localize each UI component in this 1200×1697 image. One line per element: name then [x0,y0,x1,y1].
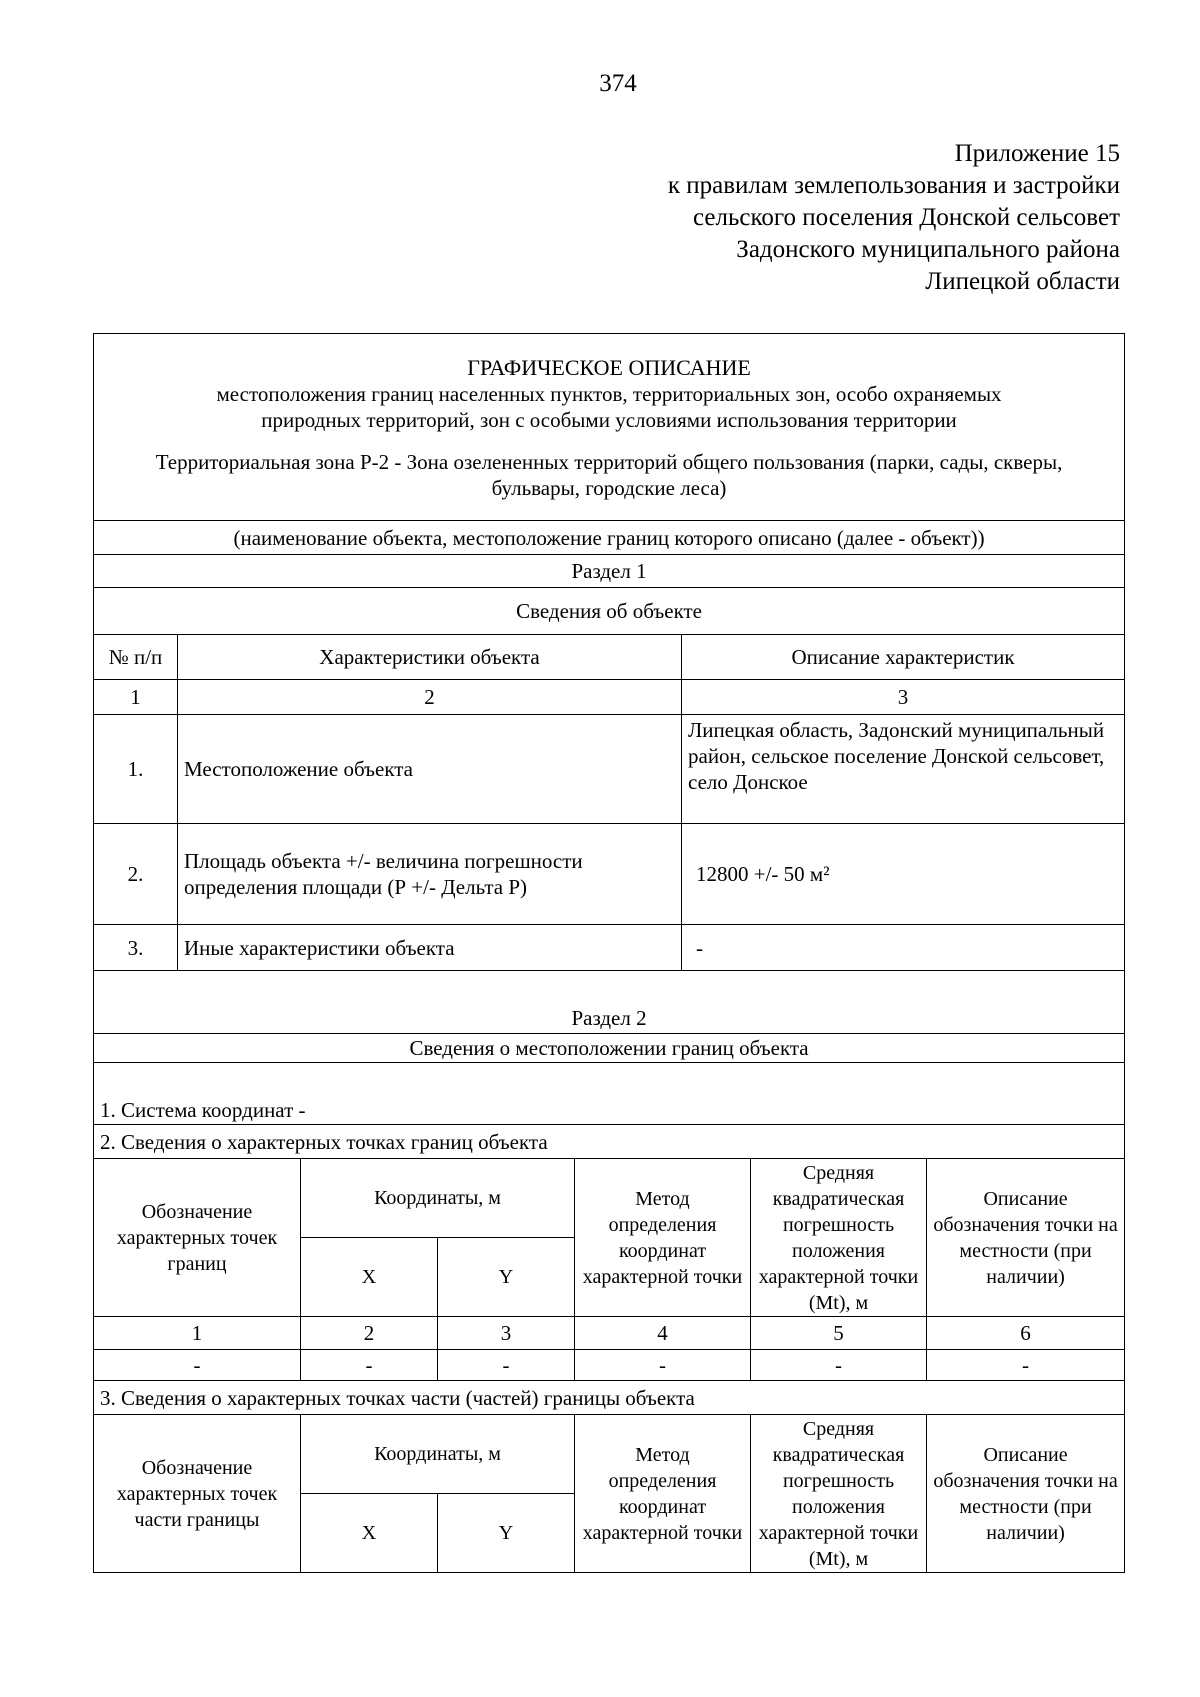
row-number: 2. [94,824,178,925]
table-row [94,1350,1125,1381]
table-cell: - [927,1350,1125,1381]
table-row [94,824,1125,925]
row-characteristic: Местоположение объекта [178,715,682,824]
col-number: 3 [438,1317,575,1350]
points-y-header: Y [438,1238,575,1317]
col-number: 1 [94,680,178,715]
parts-method-header: Метод определения координат характерной точки [575,1415,751,1573]
header-row [94,334,1125,521]
points-x-header: X [301,1238,438,1317]
section1-subtitle: Сведения об объекте [94,588,1125,635]
doc-subtitle: местоположения границ населенных пунктов, территориальных зон, особо охраняемых природных территорий, зон с особыми условиями использования территории [216,382,1002,432]
row-value: 12800 +/- 50 м² [682,824,1125,925]
points-error-header: Средняя квадратическая погрешность положения характерной точки (Mt), м [751,1159,927,1317]
appendix-line: к правилам землепользования и застройки [667,172,1120,199]
appendix-line: сельского поселения Донской сельсовет [693,204,1120,231]
appendix-line: Приложение 15 [954,140,1120,167]
page-number: 374 [599,70,637,97]
section1-header-row [94,635,1125,680]
appendix-header [668,138,1120,298]
col-number: 6 [927,1317,1125,1350]
col-number: 1 [94,1317,301,1350]
col-number: 5 [751,1317,927,1350]
col-number: 3 [682,680,1125,715]
doc-title: ГРАФИЧЕСКОЕ ОПИСАНИЕ [467,355,751,380]
table-cell: - [751,1350,927,1381]
parts-header-row [94,1415,1125,1494]
points-title-row [94,1125,1125,1159]
section1-colnum-row [94,680,1125,715]
section2-title-row [94,971,1125,1034]
section1-title-row [94,555,1125,588]
section1-title: Раздел 1 [94,555,1125,588]
parts-error-header: Средняя квадратическая погрешность положения характерной точки (Mt), м [751,1415,927,1573]
row-value: Липецкая область, Задонский муниципальный район, сельское поселение Донской сельсовет, село Донское [682,715,1125,824]
section2-subtitle-row [94,1034,1125,1063]
row-number: 1. [94,715,178,824]
parts-designation-header: Обозначение характерных точек части границы [94,1415,301,1573]
object-caption-row [94,521,1125,555]
table-cell: - [575,1350,751,1381]
coord-system-row [94,1063,1125,1125]
table-cell: - [94,1350,301,1381]
graphic-description-table [93,333,1125,1573]
section2-title: Раздел 2 [94,971,1125,1034]
points-header-row [94,1159,1125,1238]
section1-subtitle-row [94,588,1125,635]
section2-subtitle: Сведения о местоположении границ объекта [94,1034,1125,1063]
coord-system: 1. Система координат - [94,1063,1125,1125]
col-number: 2 [178,680,682,715]
col-number: 2 [301,1317,438,1350]
appendix-line: Задонского муниципального района [736,236,1120,263]
parts-y-header: Y [438,1494,575,1573]
row-characteristic: Иные характеристики объекта [178,925,682,971]
col-header-number: № п/п [94,635,178,680]
parts-x-header: X [301,1494,438,1573]
parts-description-header: Описание обозначения точки на местности (при наличии) [927,1415,1125,1573]
points-designation-header: Обозначение характерных точек границ [94,1159,301,1317]
points-title: 2. Сведения о характерных точках границ объекта [94,1125,1125,1159]
zone-name: Территориальная зона Р-2 - Зона озелененных территорий общего пользования (парки, сады, скверы, бульвары, городские леса) [155,450,1063,500]
header-cell [94,334,1125,521]
row-value: - [682,925,1125,971]
col-number: 4 [575,1317,751,1350]
col-header-characteristic: Характеристики объекта [178,635,682,680]
points-description-header: Описание обозначения точки на местности (при наличии) [927,1159,1125,1317]
table-row [94,715,1125,824]
table-row [94,925,1125,971]
row-characteristic: Площадь объекта +/- величина погрешности определения площади (Р +/- Дельта Р) [178,824,682,925]
points-method-header: Метод определения координат характерной точки [575,1159,751,1317]
parts-coords-header: Координаты, м [301,1415,575,1494]
object-caption: (наименование объекта, местоположение границ которого описано (далее - объект)) [94,521,1125,555]
col-header-description: Описание характеристик [682,635,1125,680]
points-colnum-row [94,1317,1125,1350]
parts-title: 3. Сведения о характерных точках части (частей) границы объекта [94,1381,1125,1415]
parts-title-row [94,1381,1125,1415]
points-coords-header: Координаты, м [301,1159,575,1238]
table-cell: - [301,1350,438,1381]
row-number: 3. [94,925,178,971]
table-cell: - [438,1350,575,1381]
appendix-line: Липецкой области [925,268,1120,295]
